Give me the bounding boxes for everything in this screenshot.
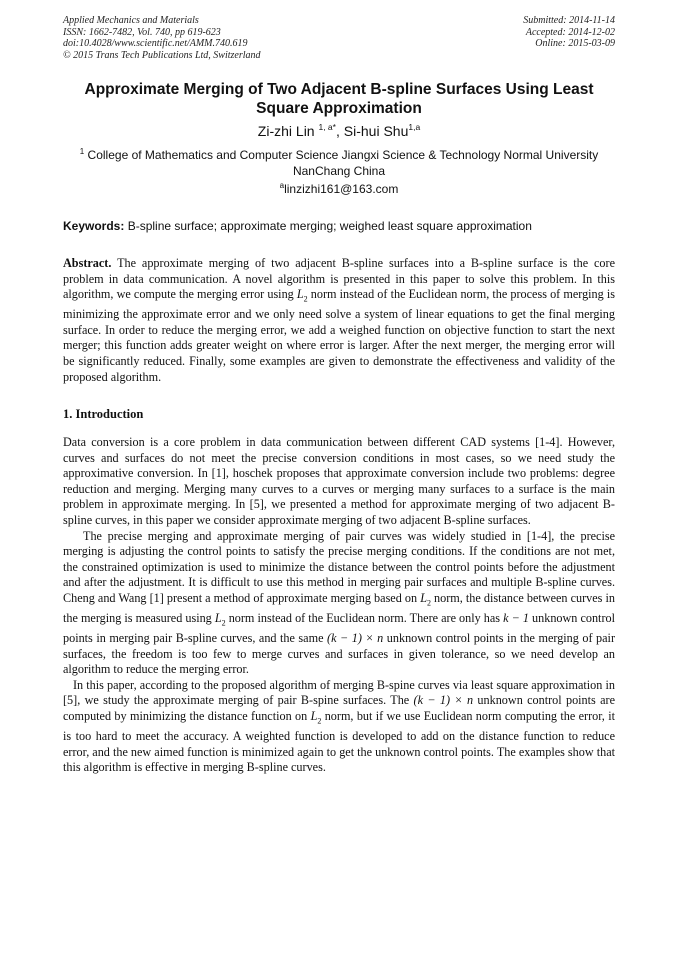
math-symbol: L	[310, 708, 318, 723]
affiliation-mark: 1	[79, 147, 85, 156]
math-subscript: 2	[221, 618, 226, 628]
paper-title: Approximate Merging of Two Adjacent B-spline Surfaces Using Least Square Approximation	[84, 81, 594, 117]
paragraph-text: The precise merging and approximate merging of pair curves was widely studied in [1-4], the precise merging is adjusting the control points to satisfy the precise merging conditions. If the conditions are not met, the constrained optimization is used to minimize the distance between the control points before the adjustment and after the adjustment. It is difficult to use this method in merging pair surfaces and multiple B-spline curves. Cheng and Wang [1] present a method of approximate merging based on	[63, 528, 615, 605]
paragraph-text: unknown control points in merging pair B-spline curves, and the same	[63, 610, 615, 645]
submission-dates	[523, 15, 615, 50]
journal-name: Applied Mechanics and Materials	[63, 15, 199, 26]
author-email	[60, 182, 618, 197]
email-mark: a	[279, 181, 285, 190]
math-subscript: 2	[317, 716, 322, 726]
abstract-text: norm instead of the Euclidean norm, the process of merging is minimizing the approximate error and we only need solve a system of linear equations to get the final merging surface. In order to reduce the merging error, we add a weighed function on objective function to start the next merger; this function adds greater weight on where error is larger. After the next merger, the merging error will be significantly reduced. Finally, some examples are given to demonstrate the effectiveness and validity of the proposed algorithm.	[63, 287, 615, 384]
journal-info	[63, 15, 261, 61]
paragraph-text: unknown control points in the merging of pair surfaces, the freedom is too few to merge curves and surfaces in given tolerance, so we need develop an algorithm to reduce the merging error.	[63, 631, 616, 677]
keywords-label: Keywords:	[63, 219, 125, 233]
accepted-date: Accepted: 2014-12-02	[525, 26, 615, 38]
math-symbol: L	[420, 590, 427, 605]
online-date: Online: 2015-03-09	[535, 38, 615, 50]
math-subscript: 2	[303, 294, 308, 304]
paragraph-text: unknown control points are computed by minimizing the distance function on	[63, 693, 615, 723]
keywords	[63, 219, 615, 234]
paragraph-text: norm instead of the Euclidean norm. There are only has	[225, 610, 504, 625]
abstract-label: Abstract.	[63, 256, 112, 270]
math-symbol: L	[296, 287, 304, 302]
author-affiliation-mark: 1,a	[408, 122, 421, 132]
journal-issn: ISSN: 1662-7482, Vol. 740, pp 619-623	[63, 26, 221, 38]
journal-doi[interactable]: doi:10.4028/www.scientific.net/AMM.740.619	[63, 38, 248, 50]
author-name: Si-hui Shu	[343, 123, 409, 139]
math-symbol: L	[214, 610, 222, 625]
paragraph-text: norm, but if we use Euclidean norm computing the error, it is too hard to meet the accuracy. A weighted function is developed to add on the distance function to reduce error, and the new aimed function is minimized again to get the unknown control points. The examples show that this algorithm is effective in merging B-spline curves.	[63, 708, 615, 775]
math-expression: (k − 1) × n	[413, 693, 474, 708]
keywords-text: B-spline surface; approximate merging; weighed least square approximation	[124, 219, 532, 233]
paragraph	[63, 435, 615, 529]
email-address[interactable]: linzizhi161@163.com	[284, 182, 399, 196]
author-separator: ,	[335, 123, 344, 139]
author-affiliation-mark: 1, a*	[318, 122, 336, 132]
affiliation-text: College of Mathematics and Computer Science Jiangxi Science & Technology Normal University NanChang China	[87, 148, 599, 178]
paragraph	[63, 678, 615, 776]
math-expression: k − 1	[503, 610, 529, 625]
math-expression: (k − 1) × n	[327, 631, 384, 645]
paragraph	[63, 529, 615, 678]
math-subscript: 2	[426, 598, 431, 608]
section-heading: 1. Introduction	[63, 407, 144, 421]
author-name: Zi-zhi Lin	[257, 123, 315, 139]
paragraph-text: Data conversion is a core problem in data communication between different CAD systems [1-4]. However, curves and surfaces do not meet the precise conversion conditions in most cases, so we need study the approximative conversion. In [1], hoschek proposes that approximate conversion include two problems: degree reduction and merging. Merging many curves to a curves or merging many surfaces to a surface is the main problem in approximate merging. In [5], we presented a method for approximate merging of two adjacent B-spline curves, in this paper we consider approximate merging of two adjacent B-spline surfaces.	[63, 435, 615, 527]
author-line	[60, 122, 618, 140]
abstract-text: The approximate merging of two adjacent B-spline surfaces into a B-spline surface is the core problem in data communication. A novel algorithm is presented in this paper to solve this problem. In this algorithm, we compute the merging error using	[63, 256, 615, 302]
submitted-date: Submitted: 2014-11-14	[523, 15, 615, 26]
affiliation	[60, 148, 618, 179]
abstract	[63, 256, 615, 385]
journal-copyright: © 2015 Trans Tech Publications Ltd, Switzerland	[63, 49, 261, 61]
paragraph-text: norm, the distance between curves in the merging is measured using	[63, 590, 615, 625]
paragraph-text: In this paper, according to the proposed algorithm of merging B-spine curves via least square approximation in [5], we study the approximate merging of pair B-spine surfaces. The	[63, 677, 615, 708]
introduction-body	[63, 435, 615, 776]
